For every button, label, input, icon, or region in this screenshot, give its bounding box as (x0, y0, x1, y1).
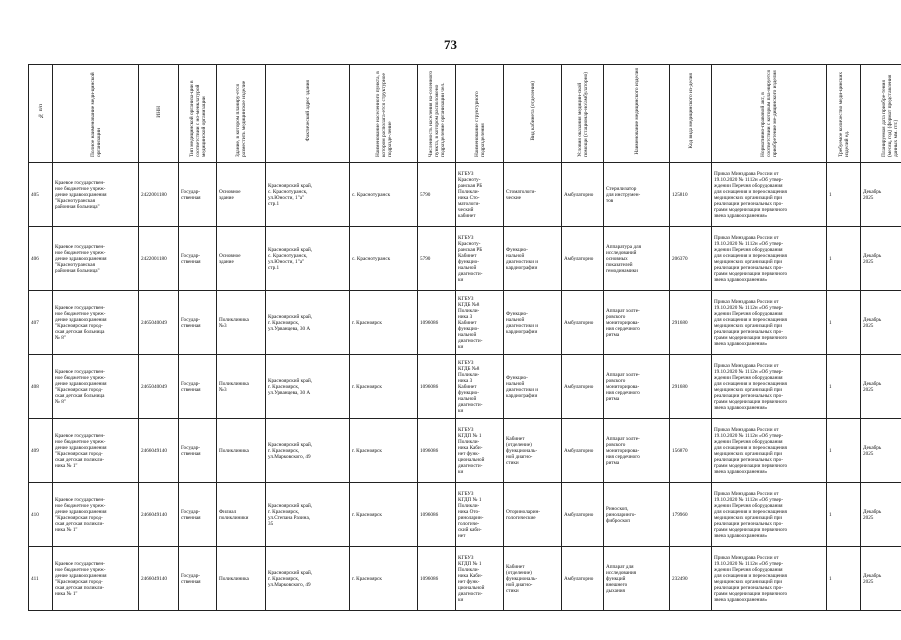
device-cell: Аппарат для исследования функций внешнего дыхания (604, 547, 670, 611)
legal-basis-cell: Приказ Минздрава России от 19.10.2020 № 1112н «Об утвер- ждении Перечня оборудования для оснащения и переоснащения медицинских организаций при реализации региональных про- грамм модернизации первичного звена здравоохранения» (712, 227, 827, 291)
unit-cell: КГБУЗ КГДП № 1 Поликли- ника Ото- риноларин- гологиче- ский каби- нет (456, 483, 504, 547)
address-cell: Красноярский край, г. Красноярск, ул.Урванцева, 30 А (266, 355, 350, 419)
locality-cell: г. Красноярск (350, 291, 418, 355)
population-cell: 5790 (418, 163, 456, 227)
org-type-cell: Государ- ственная (179, 227, 217, 291)
device-cell: Аппарат холте- ровского мониторирова- ния сердечного ритма (604, 355, 670, 419)
conditions-cell: Амбулаторно (562, 291, 604, 355)
legal-basis-cell: Приказ Минздрава России от 19.10.2020 № 1112н «Об утвер- ждении Перечня оборудования для оснащения и переоснащения медицинских организаций при реализации региональных про- грамм модернизации первичного звена здравоохранения» (712, 291, 827, 355)
conditions-cell: Амбулаторно (562, 419, 604, 483)
planned-date-cell: Декабрь 2025 (861, 291, 901, 355)
building-cell: Поликлиника №3 (217, 291, 266, 355)
legal-basis-cell: Приказ Минздрава России от 19.10.2020 № 1112н «Об утвер- ждении Перечня оборудования для оснащения и переоснащения медицинских организаций при реализации региональных про- грамм модернизации первичного звена здравоохранения» (712, 483, 827, 547)
quantity-cell: 1 (827, 163, 861, 227)
organization-cell: Краевое государствен- ное бюджетное учреж- дение здравоохранения "Красноярская город- ская детская поликли- ника № 1" (53, 483, 139, 547)
room-type-cell: Функцио- нальной диагностики и кардиографии (504, 291, 562, 355)
row-number-cell: 411 (29, 547, 53, 611)
table-row (29, 483, 901, 547)
table-row (29, 355, 901, 419)
column-header-legal-basis: Нормативно-правовой акт, в соответствии с которым пла-нируется приобретение ме-дицинского изделия (712, 65, 827, 163)
organization-cell: Краевое государствен- ное бюджетное учреж- дение здравоохранения "Красноярская город- ская детская поликли- ника № 1" (53, 419, 139, 483)
building-cell: Филиал поликлиники (217, 483, 266, 547)
planned-date-cell: Декабрь 2025 (861, 419, 901, 483)
organization-cell: Краевое государствен- ное бюджетное учреж- дение здравоохранения "Красноярская город- ская детская больница № 8" (53, 355, 139, 419)
locality-cell: г. Красноярск (350, 547, 418, 611)
room-type-cell: Оториноларин- гологические (504, 483, 562, 547)
unit-cell: КГБУЗ КГДП № 1 Поликли- ника Каби- нет функ- циональной диагности- ки (456, 419, 504, 483)
column-header-conditions: Условия оказания медицин-ской помощи (стационар-но/амбулаторно) (562, 65, 604, 163)
column-header-address: Фактический адрес здания (266, 65, 350, 163)
org-type-cell: Государ- ственная (179, 483, 217, 547)
inn-cell: 2466049140 (139, 483, 179, 547)
planned-date-cell: Декабрь 2025 (861, 355, 901, 419)
device-code-cell: 291680 (670, 291, 712, 355)
org-type-cell: Государ- ственная (179, 419, 217, 483)
address-cell: Красноярский край, г. Красноярск, ул.Марковского, 49 (266, 547, 350, 611)
device-cell: Стерилизатор для инструмен- тов (604, 163, 670, 227)
building-cell: Поликлиника (217, 547, 266, 611)
org-type-cell: Государ- ственная (179, 547, 217, 611)
conditions-cell: Амбулаторно (562, 355, 604, 419)
device-cell: Аппаратура для исследований основных показателей гемодинамики (604, 227, 670, 291)
inn-cell: 2465040049 (139, 291, 179, 355)
column-header-organization: Полное наименование меди-цинской организации (53, 65, 139, 163)
column-header-org-type: Тип медицинской организа-ции в соответствии с но-менклатурой медицинской организации (179, 65, 217, 163)
legal-basis-cell: Приказ Минздрава России от 19.10.2020 № 1112н «Об утвер- ждении Перечня оборудования для оснащения и переоснащения медицинских организаций при реализации региональных про- грамм модернизации первичного звена здравоохранения» (712, 355, 827, 419)
column-header-room-type: Вид кабинета (отделения) (504, 65, 562, 163)
population-cell: 5790 (418, 227, 456, 291)
org-type-cell: Государ- ственная (179, 163, 217, 227)
device-code-cell: 206370 (670, 227, 712, 291)
device-code-cell: 291680 (670, 355, 712, 419)
row-number-cell: 407 (29, 291, 53, 355)
table-row (29, 291, 901, 355)
locality-cell: с. Краснотуранск (350, 227, 418, 291)
legal-basis-cell: Приказ Минздрава России от 19.10.2020 № 1112н «Об утвер- ждении Перечня оборудования для оснащения и переоснащения медицинских организаций при реализации региональных про- грамм модернизации первичного звена здравоохранения» (712, 547, 827, 611)
device-code-cell: 232490 (670, 547, 712, 611)
quantity-cell: 1 (827, 355, 861, 419)
column-header-number: № п/п (29, 65, 53, 163)
device-code-cell: 179960 (670, 483, 712, 547)
planned-date-cell: Декабрь 2025 (861, 163, 901, 227)
org-type-cell: Государ- ственная (179, 355, 217, 419)
header-row (29, 65, 901, 163)
address-cell: Красноярский край, с. Краснотуранск, ул.Юности, 1"а" стр.1 (266, 163, 350, 227)
organization-cell: Краевое государствен- ное бюджетное учреж- дение здравоохранения "Красноярская город- ская детская больница № 8" (53, 291, 139, 355)
planned-date-cell: Декабрь 2025 (861, 547, 901, 611)
population-cell: 1096086 (418, 355, 456, 419)
inn-cell: 2466049140 (139, 419, 179, 483)
table-row (29, 227, 901, 291)
quantity-cell: 1 (827, 547, 861, 611)
row-number-cell: 405 (29, 163, 53, 227)
conditions-cell: Амбулаторно (562, 227, 604, 291)
address-cell: Красноярский край, г. Красноярск, ул.Степана Разина, 35 (266, 483, 350, 547)
building-cell: Основное здание (217, 227, 266, 291)
column-header-building: Здание, в котором планиру-ется разместить медицинское изделие (217, 65, 266, 163)
unit-cell: КГБУЗ КГДП № 1 Поликли- ника Каби- нет функ- циональной диагности- ки (456, 547, 504, 611)
row-number-cell: 409 (29, 419, 53, 483)
column-header-unit: Наименование структурного подразделения (456, 65, 504, 163)
column-header-planned-date: Планируемая дата приобре-тения (месяц, год) (формат представления данных мм. ггг.) (861, 65, 901, 163)
population-cell: 1096086 (418, 547, 456, 611)
device-code-cell: 125810 (670, 163, 712, 227)
organization-cell: Краевое государствен- ное бюджетное учреж- дение здравоохранения "Краснотуранская районная больница" (53, 163, 139, 227)
unit-cell: КГБУЗ КГДБ №8 Поликли- ника 3 Кабинет функцио- нальной диагности- ки (456, 355, 504, 419)
locality-cell: г. Красноярск (350, 355, 418, 419)
conditions-cell: Амбулаторно (562, 163, 604, 227)
column-header-locality: Наименование населенного пункта, в котором располага-ется структурное подразде-ление (350, 65, 418, 163)
inn-cell: 2466049140 (139, 547, 179, 611)
room-type-cell: Кабинет (отделение) функциональ- ной диагно- стики (504, 419, 562, 483)
inn-cell: 2422001180 (139, 227, 179, 291)
address-cell: Красноярский край, г. Красноярск, ул.Урванцева, 30 А (266, 291, 350, 355)
row-number-cell: 406 (29, 227, 53, 291)
table-row (29, 419, 901, 483)
building-cell: Основное здание (217, 163, 266, 227)
device-cell: Риноскоп, риноларинго- фиброскоп (604, 483, 670, 547)
population-cell: 1096086 (418, 483, 456, 547)
locality-cell: г. Красноярск (350, 483, 418, 547)
room-type-cell: Кабинет (отделение) функциональ- ной диагно- стики (504, 547, 562, 611)
population-cell: 1096086 (418, 291, 456, 355)
inn-cell: 2465040049 (139, 355, 179, 419)
locality-cell: с. Краснотуранск (350, 163, 418, 227)
room-type-cell: Стоматологи- ческие (504, 163, 562, 227)
quantity-cell: 1 (827, 483, 861, 547)
device-cell: Аппарат холте- ровского мониторирова- ния сердечного ритма (604, 291, 670, 355)
unit-cell: КГБУЗ Красноту- ранская РБ Поликли- ника Сто- матологи- ческий кабинет (456, 163, 504, 227)
building-cell: Поликлиника №3 (217, 355, 266, 419)
organization-cell: Краевое государствен- ное бюджетное учреж- дение здравоохранения "Красноярская город- ская детская поликли- ника № 1" (53, 547, 139, 611)
population-cell: 1096086 (418, 419, 456, 483)
table-row (29, 547, 901, 611)
building-cell: Поликлиника (217, 419, 266, 483)
address-cell: Красноярский край, г. Красноярск, ул.Марковского, 49 (266, 419, 350, 483)
conditions-cell: Амбулаторно (562, 547, 604, 611)
locality-cell: г. Красноярск (350, 419, 418, 483)
address-cell: Красноярский край, с. Краснотуранск, ул.Юности, 1"а" стр.1 (266, 227, 350, 291)
column-header-inn: ИНН (139, 65, 179, 163)
quantity-cell: 1 (827, 419, 861, 483)
room-type-cell: Функцио- нальной диагностики и кардиографии (504, 227, 562, 291)
unit-cell: КГБУЗ КГДБ №8 Поликли- ника 3 Кабинет функцио- нальной диагности- ки (456, 291, 504, 355)
row-number-cell: 408 (29, 355, 53, 419)
legal-basis-cell: Приказ Минздрава России от 19.10.2020 № 1112н «Об утвер- ждении Перечня оборудования для оснащения и переоснащения медицинских организаций при реализации региональных про- грамм модернизации первичного звена здравоохранения» (712, 419, 827, 483)
organization-cell: Краевое государствен- ное бюджетное учреж- дение здравоохранения "Краснотуранская районная больница" (53, 227, 139, 291)
page-number: 73 (444, 37, 457, 52)
quantity-cell: 1 (827, 291, 861, 355)
room-type-cell: Функцио- нальной диагностики и кардиографии (504, 355, 562, 419)
column-header-population: Численность населения на-селенного пункта, в котором расположено подразделение организации чел. (418, 65, 456, 163)
conditions-cell: Амбулаторно (562, 483, 604, 547)
planned-date-cell: Декабрь 2025 (861, 227, 901, 291)
device-cell: Аппарат холте- ровского мониторирова- ния сердечного ритма (604, 419, 670, 483)
quantity-cell: 1 (827, 227, 861, 291)
inn-cell: 2422001180 (139, 163, 179, 227)
column-header-device: Наименование медицинского изделия (604, 65, 670, 163)
column-header-quantity: Требуемое количество меди-цинских изделий ед. (827, 65, 861, 163)
table-row (29, 163, 901, 227)
column-header-device-code: Код вида медицинского из-делия (670, 65, 712, 163)
equipment-registry-table (28, 64, 901, 611)
unit-cell: КГБУЗ Красноту- ранская РБ Кабинет функцио- нальной диагности- ки (456, 227, 504, 291)
org-type-cell: Государ- ственная (179, 291, 217, 355)
planned-date-cell: Декабрь 2025 (861, 483, 901, 547)
device-code-cell: 156870 (670, 419, 712, 483)
legal-basis-cell: Приказ Минздрава России от 19.10.2020 № 1112н «Об утвер- ждении Перечня оборудования для оснащения и переоснащения медицинских организаций при реализации региональных про- грамм модернизации первичного звена здравоохранения» (712, 163, 827, 227)
row-number-cell: 410 (29, 483, 53, 547)
